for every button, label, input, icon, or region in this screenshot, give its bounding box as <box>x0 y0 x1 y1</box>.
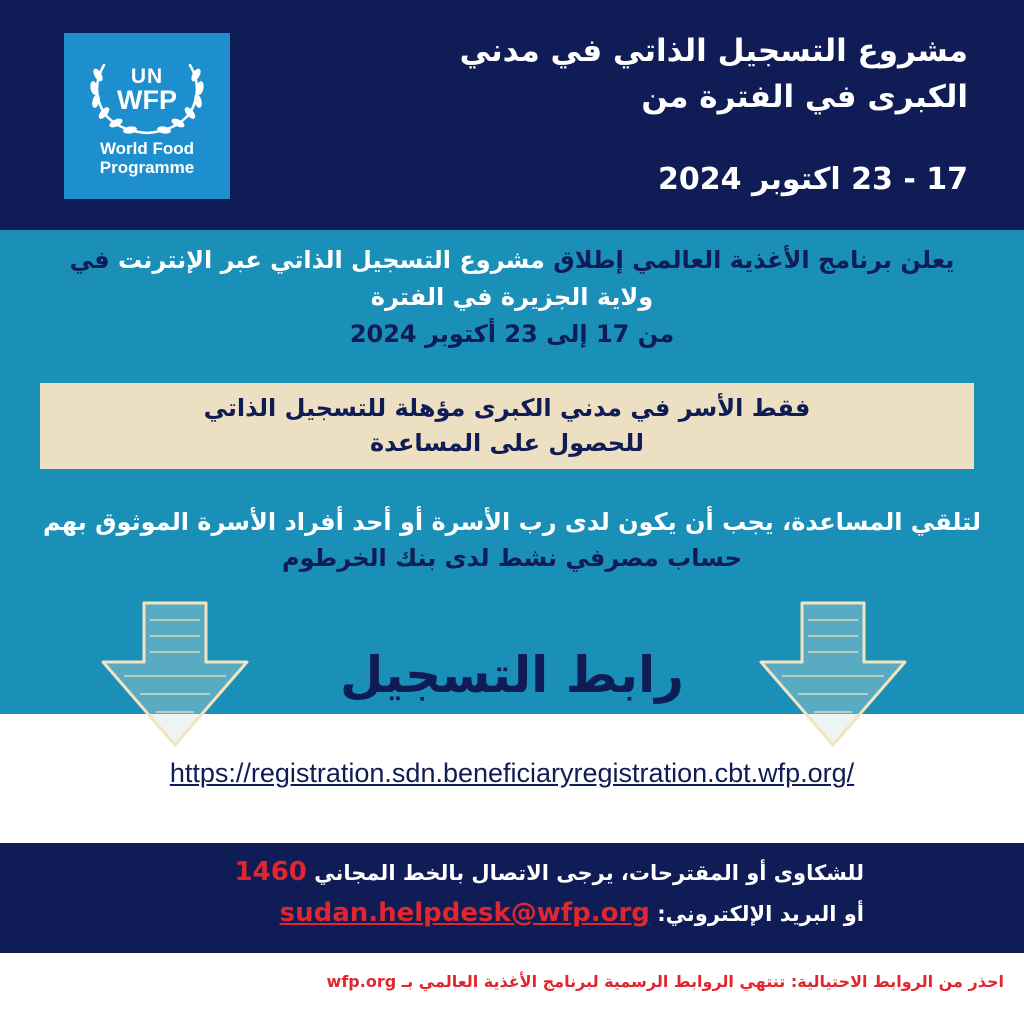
page-title <box>268 28 968 120</box>
logo-name-line2: Programme <box>99 158 195 177</box>
intro-text-1: يعلن برنامج الأغذية العالمي إطلاق <box>544 246 955 274</box>
complaints-text: للشكاوى أو المقترحات، يرجى الاتصال بالخط المجاني <box>306 861 864 885</box>
requirement-text: لتلقي المساعدة، يجب أن يكون لدى رب الأسرة أو أحد أفراد الأسرة الموثوق بهم <box>43 508 981 536</box>
email-label: أو البريد الإلكتروني: <box>649 902 864 926</box>
logo-wfp-text: WFP <box>117 85 177 115</box>
eligibility-notice <box>40 383 974 469</box>
requirement-bank: حساب مصرفي نشط لدى بنك الخرطوم <box>282 544 742 572</box>
hotline-number[interactable]: 1460 <box>234 857 307 887</box>
title-line1: مشروع التسجيل الذاتي في مدني <box>459 33 968 69</box>
intro-text-2: في <box>69 246 118 274</box>
complaints-line <box>235 857 864 887</box>
helpdesk-email-link[interactable]: sudan.helpdesk@wfp.org <box>279 898 650 928</box>
down-arrow-icon <box>758 600 908 748</box>
intro-highlight-state: ولاية الجزيرة في الفترة <box>370 283 654 311</box>
intro-paragraph <box>40 242 984 353</box>
notice-line1: فقط الأسر في مدني الكبرى مؤهلة للتسجيل الذاتي <box>203 394 811 422</box>
intro-highlight-project: مشروع التسجيل الذاتي عبر الإنترنت <box>117 246 545 274</box>
logo-programme-name <box>64 139 230 177</box>
down-arrow-icon <box>100 600 250 748</box>
logo-name-line1: World Food <box>99 139 195 158</box>
logo-un-text: UN <box>130 65 164 88</box>
intro-dates: من 17 إلى 23 أكتوبر 2024 <box>349 320 675 348</box>
title-line2: الكبرى في الفترة من <box>641 79 968 115</box>
registration-link-heading: رابط التسجيل <box>340 646 684 704</box>
wfp-logo <box>64 33 230 199</box>
eligibility-text <box>40 391 974 461</box>
date-range: 17 - 23 اكتوبر 2024 <box>658 162 968 197</box>
notice-line2: للحصول على المساعدة <box>370 429 644 457</box>
requirement-paragraph <box>40 504 984 576</box>
email-line <box>280 898 864 928</box>
fraud-warning: احذر من الروابط الاحتيالية: تنتهي الروابط الرسمية لبرنامج الأغذية العالمي بـ wfp.org <box>326 972 1004 991</box>
registration-url-link[interactable]: https://registration.sdn.beneficiaryregistration.cbt.wfp.org/ <box>169 758 855 788</box>
